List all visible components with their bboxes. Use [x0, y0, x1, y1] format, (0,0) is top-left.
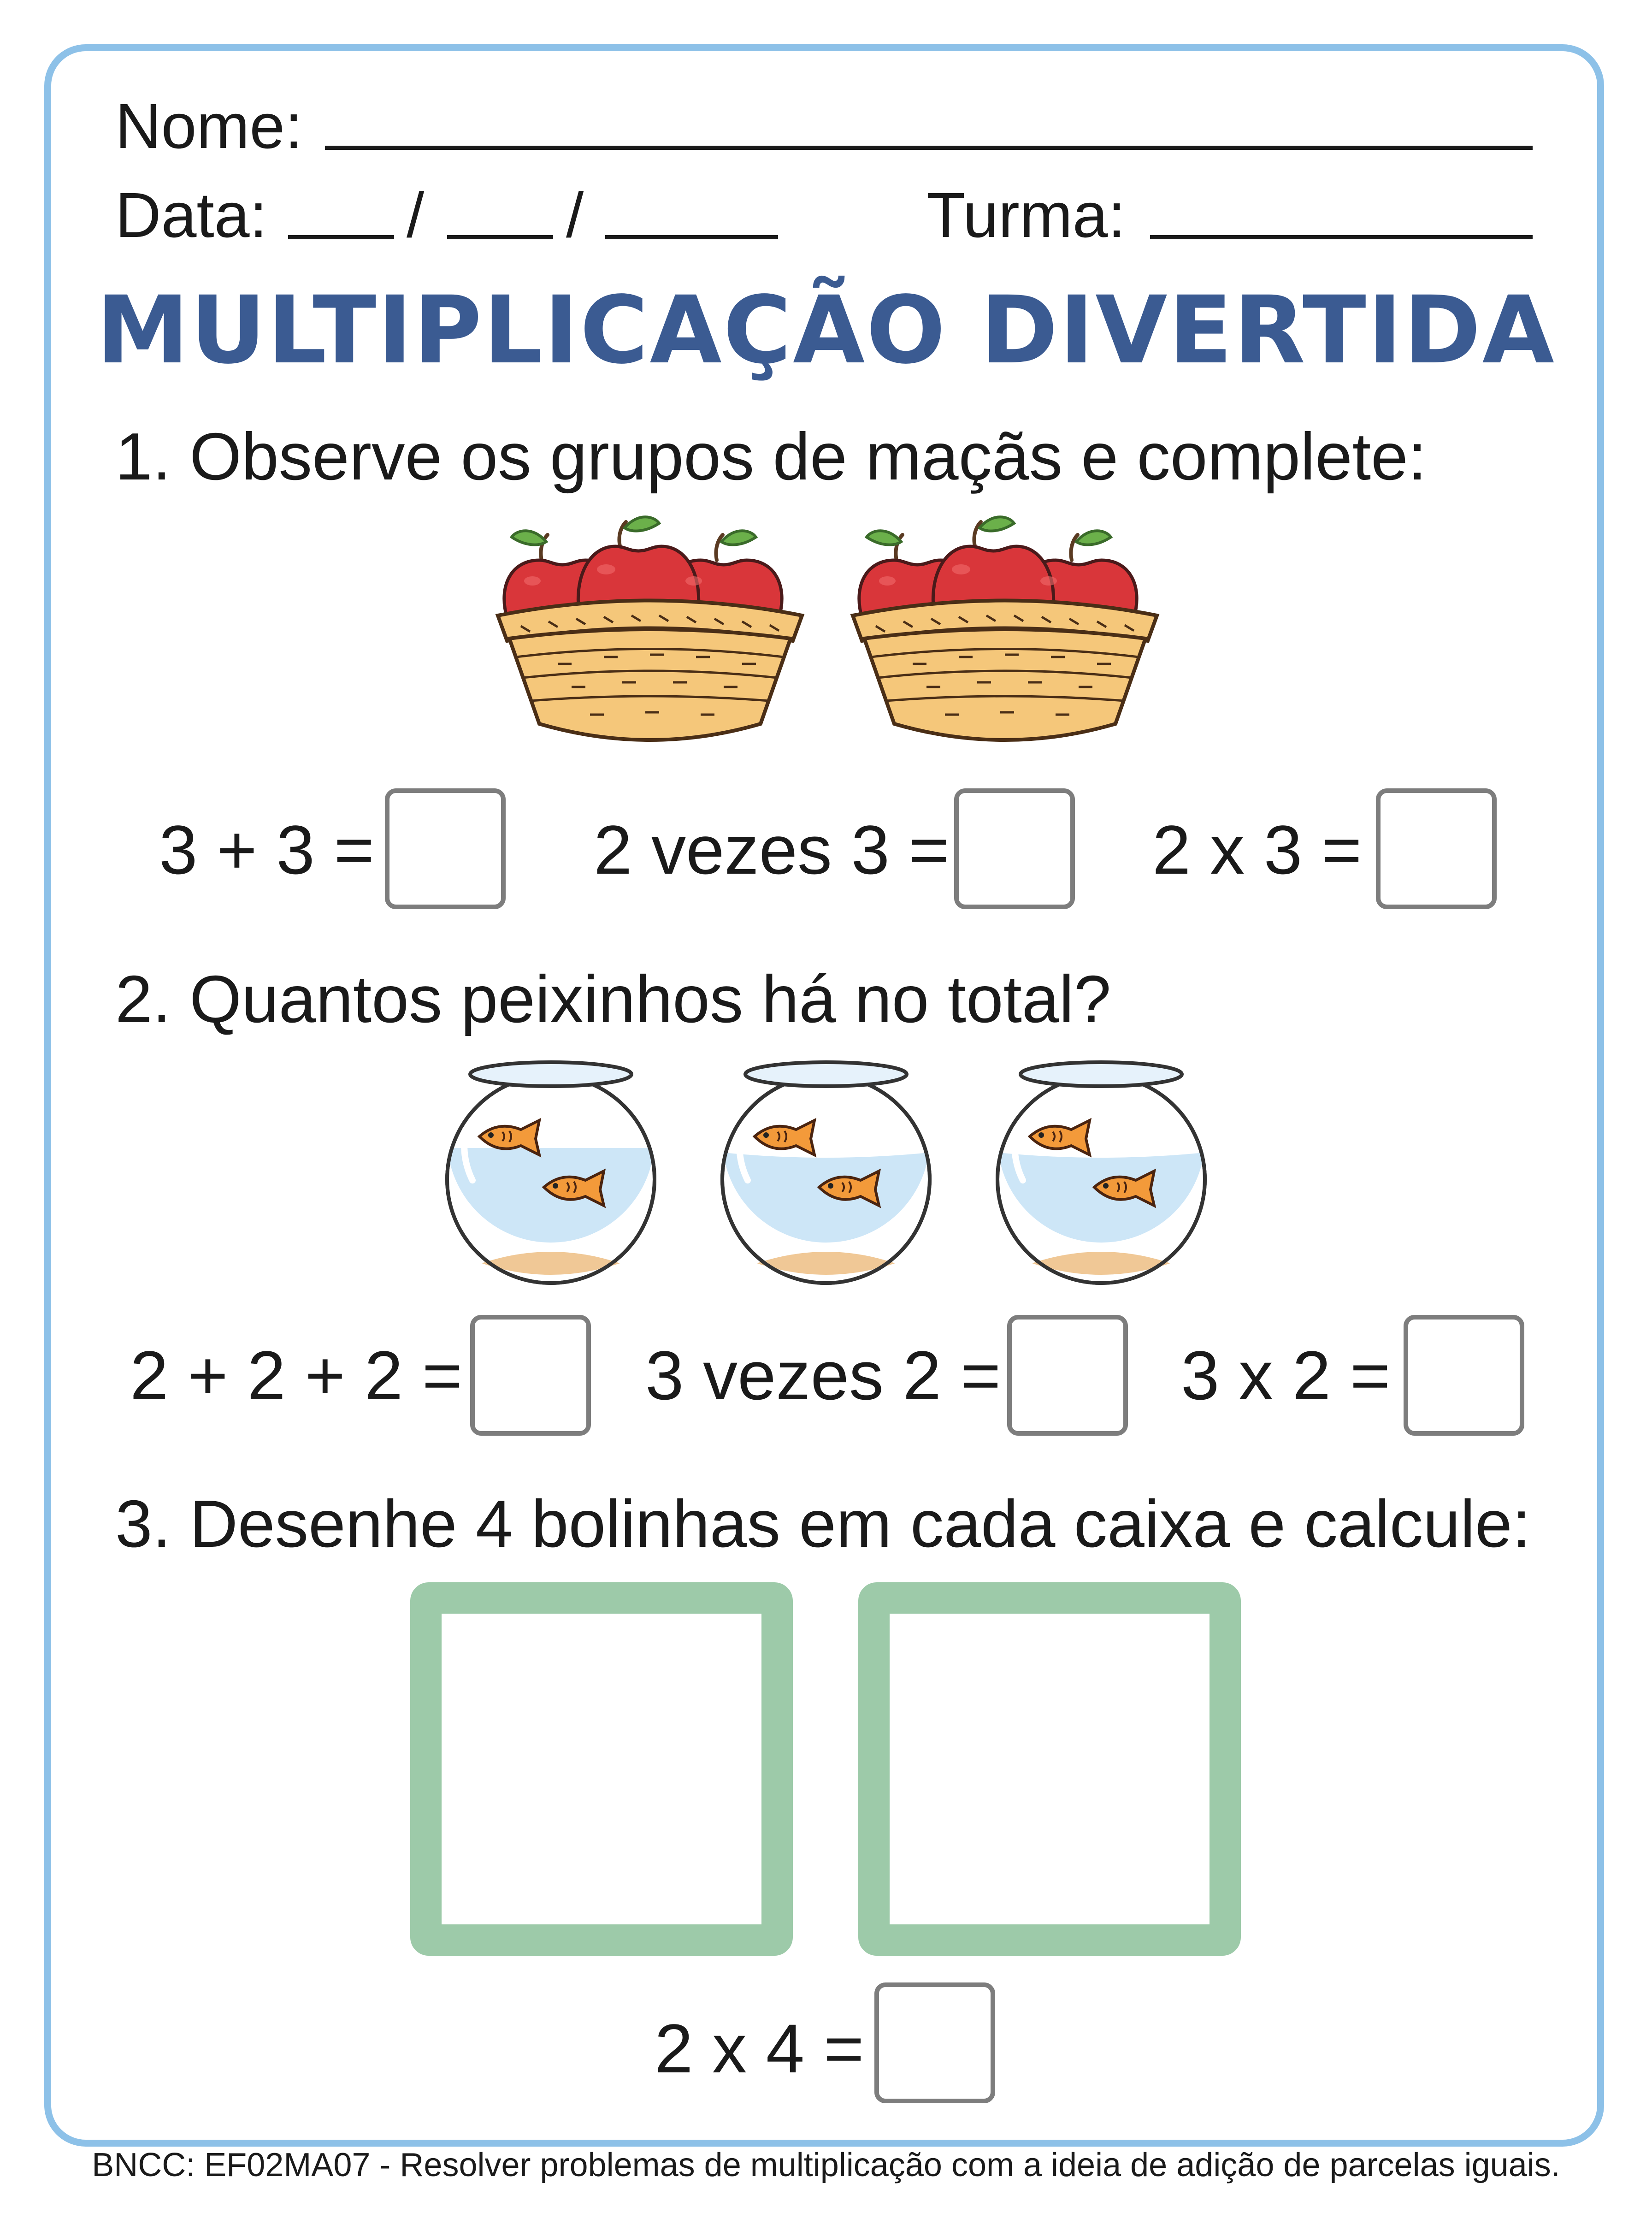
- q1-addition-answer-box[interactable]: [385, 788, 506, 909]
- q1-multiplication-expression: 2 x 3 =: [1152, 811, 1362, 888]
- fishbowl-icon: [979, 1056, 1223, 1286]
- bncc-footer: BNCC: EF02MA07 - Resolver problemas de multiplicação com a ideia de adição de parcelas iguais.: [92, 2147, 1560, 2183]
- apple-basket-icon: [844, 516, 1166, 756]
- apple-basket-icon: [489, 516, 811, 756]
- date-day-field[interactable]: [288, 235, 394, 239]
- question-1-prompt: 1. Observe os grupos de maçãs e complete:: [115, 419, 1427, 494]
- class-field[interactable]: [1150, 235, 1533, 239]
- q2-multiplication-expression: 3 x 2 =: [1181, 1337, 1391, 1414]
- fishbowl-icon: [429, 1056, 673, 1286]
- class-label: Turma:: [926, 180, 1126, 251]
- q3-multiplication-answer-box[interactable]: [874, 1982, 995, 2103]
- q1-addition-expression: 3 + 3 =: [159, 811, 375, 888]
- question-2-prompt: 2. Quantos peixinhos há no total?: [115, 962, 1111, 1036]
- drawing-box[interactable]: [858, 1582, 1241, 1956]
- q1-times-words-answer-box[interactable]: [954, 788, 1075, 909]
- q2-times-words-answer-box[interactable]: [1007, 1315, 1128, 1436]
- q1-multiplication-answer-box[interactable]: [1376, 788, 1497, 909]
- date-year-field[interactable]: [605, 235, 778, 239]
- name-field[interactable]: [325, 146, 1533, 150]
- question-3-prompt: 3. Desenhe 4 bolinhas em cada caixa e calcule:: [115, 1486, 1531, 1561]
- q2-times-words-expression: 3 vezes 2 =: [645, 1337, 1001, 1414]
- date-separator: /: [566, 180, 584, 251]
- drawing-box[interactable]: [410, 1582, 793, 1956]
- q1-times-words-expression: 2 vezes 3 =: [594, 811, 950, 888]
- q2-multiplication-answer-box[interactable]: [1404, 1315, 1524, 1436]
- q3-multiplication-expression: 2 x 4 =: [655, 2010, 864, 2087]
- fishbowl-icon: [704, 1056, 948, 1286]
- date-label: Data:: [115, 180, 267, 251]
- date-month-field[interactable]: [447, 235, 553, 239]
- name-label: Nome:: [115, 91, 303, 162]
- q2-addition-expression: 2 + 2 + 2 =: [130, 1337, 463, 1414]
- date-separator: /: [407, 180, 425, 251]
- q2-addition-answer-box[interactable]: [470, 1315, 591, 1436]
- page-title: MULTIPLICAÇÃO DIVERTIDA: [96, 276, 1556, 385]
